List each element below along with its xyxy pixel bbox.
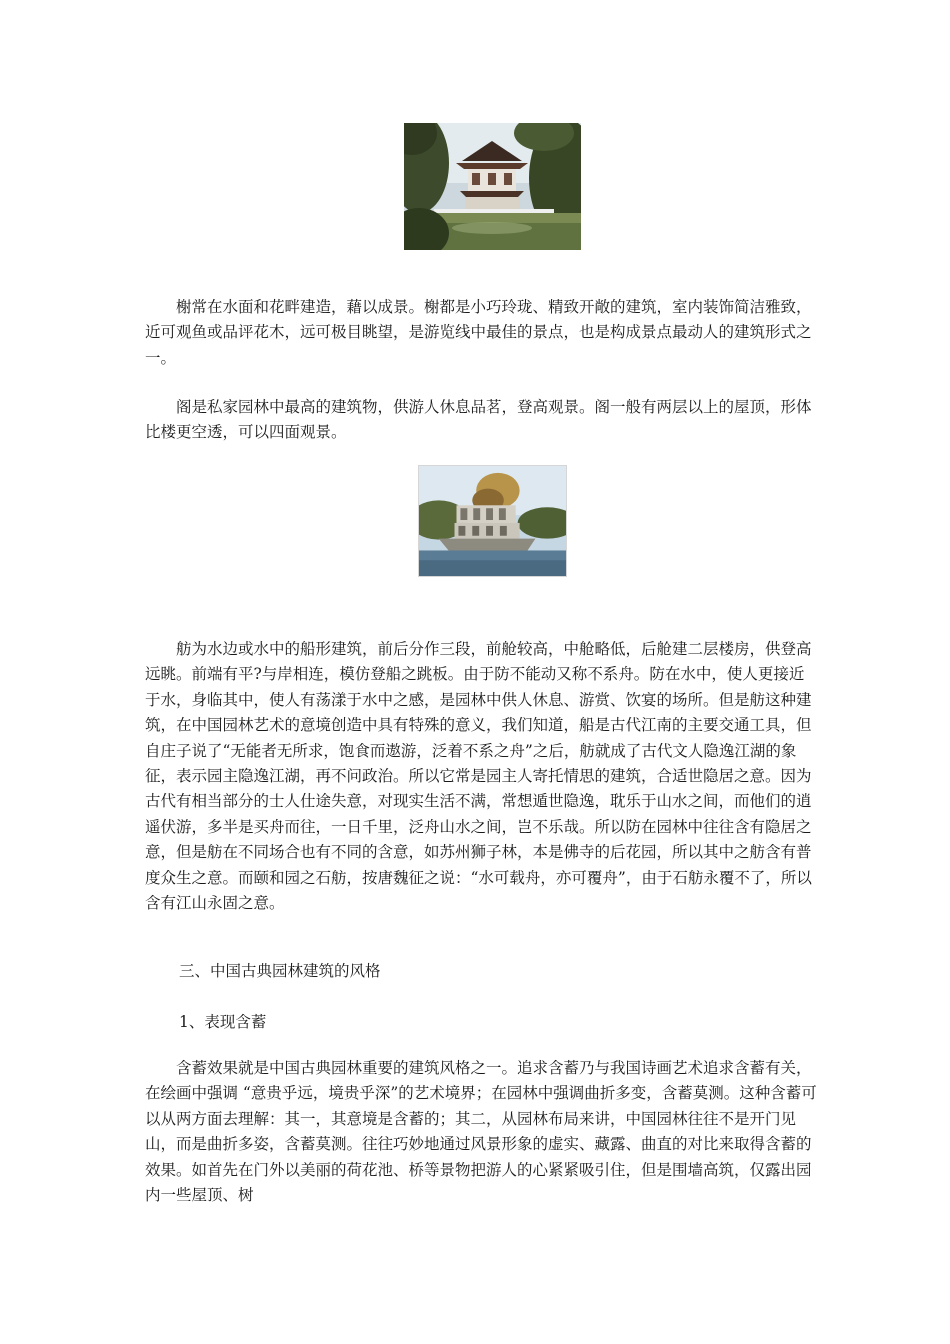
- paragraph-fang: 舫为水边或水中的船形建筑，前后分作三段，前舱较高，中舱略低，后舱建二层楼房，供登高远眺。前端有平?与岸相连，模仿登船之跳板。由于防不能动又称不系舟。防在水中，使人更接近于水，身临其中，使人有荡漾于水中之感，是园林中供人休息、游赏、饮宴的场所。但是舫这种建筑，在中国园林艺术的意境创造中具有特殊的意义，我们知道，船是古代江南的主要交通工具，但自庄子说了“无能者无所求，饱食而遨游，泛着不系之舟”之后，舫就成了古代文人隐逸江湖的象征，表示园主隐逸江湖，再不问政治。所以它常是园主人寄托情思的建筑，合适世隐居之意。因为古代有相当部分的士人仕途失意，对现实生活不满，常想遁世隐逸，耽乐于山水之间，而他们的逍遥伏游，多半是买舟而往，一日千里，泛舟山水之间，岂不乐哉。所以防在园林中往往含有隐居之意，但是舫在不同场合也有不同的含意，如苏州狮子林，本是佛寺的后花园，所以其中之舫含有普度众生之意。而颐和园之石舫，按唐魏征之说：“水可载舟，亦可覆舟”，由于石舫永覆不了，所以含有江山永固之意。: [145, 640, 812, 913]
- pavilion-photo: [404, 123, 581, 250]
- paragraph-hanxu: 含蓄效果就是中国古典园林重要的建筑风格之一。追求含蓄乃与我国诗画艺术追求含蓄有关，在绘画中强调 “意贵乎远，境贵乎深”的艺术境界；在园林中强调曲折多变，含蓄莫测。这种含蓄可以从两方面去理解：其一，其意境是含蓄的；其二，从园林布局来讲，中国园林往往不是开门见山，而是曲折多姿，含蓄莫测。往往巧妙地通过风景形象的虚实、藏露、曲直的对比来取得含蓄的效果。如首先在门外以美丽的荷花池、桥等景物把游人的心紧紧吸引住，但是围墙高筑，仅露出园内一些屋顶、树: [145, 1059, 817, 1205]
- stone-boat-photo: [418, 465, 567, 577]
- paragraph-ge: 阁是私家园林中最高的建筑物，供游人休息品茗，登高观景。阁一般有两层以上的屋顶，形体比楼更空透，可以四面观景。: [145, 398, 812, 442]
- paragraph-xie: 榭常在水面和花畔建造，藉以成景。榭都是小巧玲珑、精致开敞的建筑，室内装饰简洁雅致，近可观鱼或品评花木，远可极目眺望，是游览线中最佳的景点，也是构成景点最动人的建筑形式之一。: [145, 298, 812, 367]
- section-heading-three: 三、中国古典园林建筑的风格: [179, 962, 381, 980]
- subsection-heading-one: 1、表现含蓄: [179, 1013, 267, 1031]
